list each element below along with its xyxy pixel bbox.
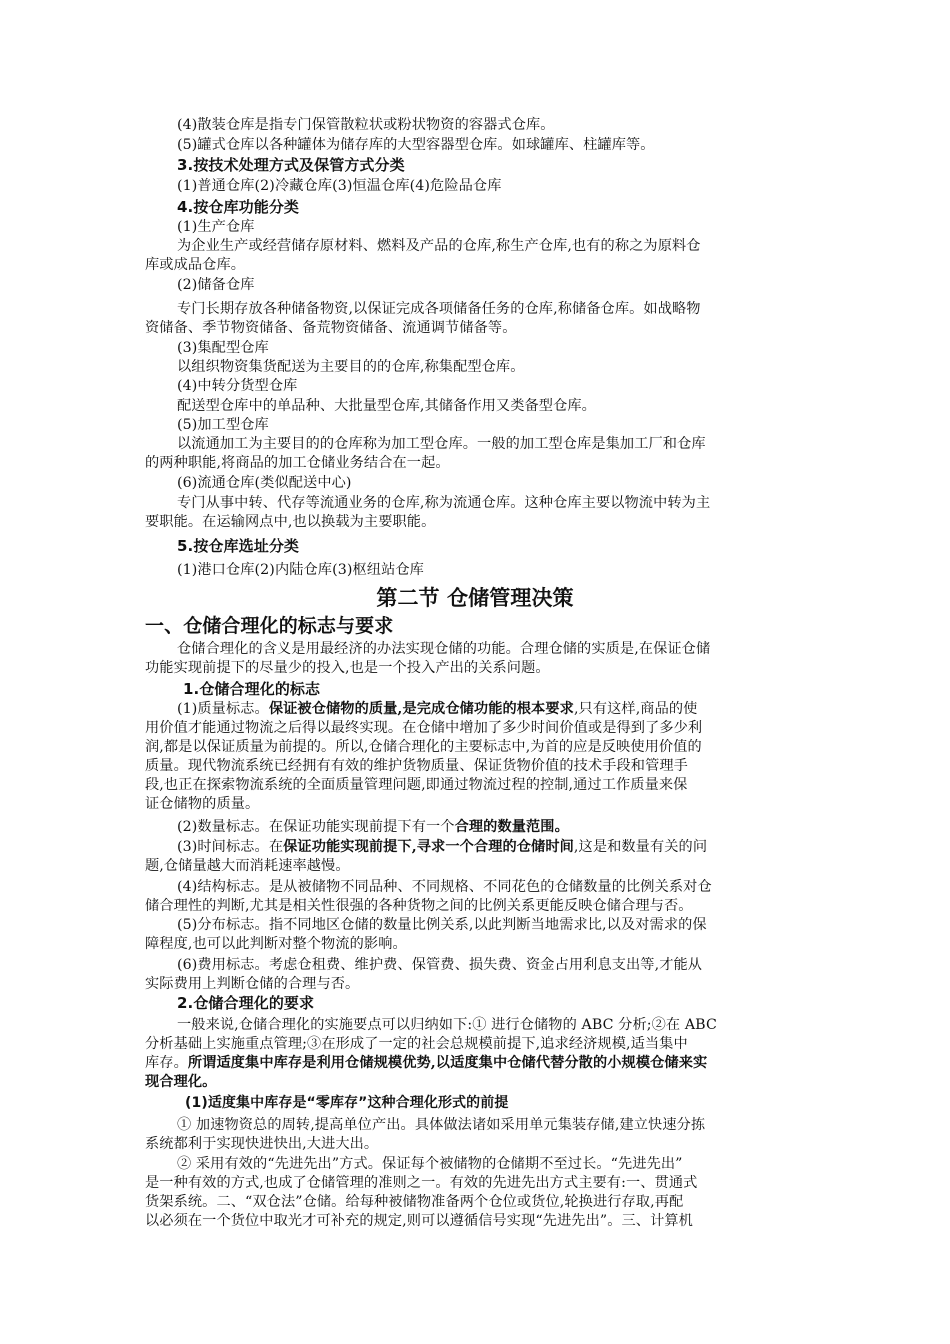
text-line: (5)分布标志。指不同地区仓储的数量比例关系,以此判断当地需求比,以及对需求的保 bbox=[177, 917, 707, 933]
subheading: 2.仓储合理化的要求 bbox=[177, 994, 315, 1012]
text-line: (5)加工型仓库 bbox=[177, 417, 269, 433]
text-line: 仓储合理化的含义是用最经济的办法实现仓储的功能。合理仓储的实质是,在保证仓储 bbox=[177, 641, 711, 657]
text-line: (1)质量标志。保证被仓储物的质量,是完成仓储功能的根本要求,只有这样,商品的使 bbox=[177, 701, 698, 717]
text-line: (6)费用标志。考虑仓租费、维护费、保管费、损失费、资金占用利息支出等,才能从 bbox=[177, 957, 703, 973]
text-line: (4)中转分货型仓库 bbox=[177, 378, 298, 394]
text-line: (2)数量标志。在保证功能实现前提下有一个合理的数量范围。 bbox=[177, 819, 569, 835]
text-line: (1)普通仓库(2)冷藏仓库(3)恒温仓库(4)危险品仓库 bbox=[177, 178, 502, 194]
text-line: (2)储备仓库 bbox=[177, 277, 255, 293]
text-line: 实际费用上判断仓储的合理与否。 bbox=[145, 976, 360, 992]
text-line: (1)港口仓库(2)内陆仓库(3)枢纽站仓库 bbox=[177, 562, 424, 578]
text-line: 以流通加工为主要目的的仓库称为加工型仓库。一般的加工型仓库是集加工厂和仓库 bbox=[177, 436, 706, 452]
subheading: 1.仓储合理化的标志 bbox=[183, 680, 321, 698]
text-line: 配送型仓库中的单品种、大批量型仓库,其储备作用又类备型仓库。 bbox=[177, 398, 596, 414]
text-line: 库存。所谓适度集中库存是利用仓储规模优势,以适度集中仓储代替分散的小规模仓储来实 bbox=[145, 1055, 708, 1071]
text-line: 功能实现前提下的尽量少的投入,也是一个投入产出的关系问题。 bbox=[145, 660, 550, 676]
text-line: (3)集配型仓库 bbox=[177, 340, 269, 356]
text-line: 现合理化。 bbox=[145, 1074, 217, 1090]
text-line: 以组织物资集货配送为主要目的的仓库,称集配型仓库。 bbox=[177, 359, 525, 375]
section-title: 第二节 仓储管理决策 bbox=[376, 586, 574, 610]
text-line: 为企业生产或经营储存原材料、燃料及产品的仓库,称生产仓库,也有的称之为原料仓 bbox=[177, 238, 701, 254]
text-line: 库或成品仓库。 bbox=[145, 257, 246, 273]
text-line: 系统都利于实现快进快出,大进大出。 bbox=[145, 1136, 379, 1152]
text-line: (4)结构标志。是从被储物不同品种、不同规格、不同花色的仓储数量的比例关系对仓 bbox=[177, 879, 712, 895]
text-line: (4)散装仓库是指专门保管散粒状或粉状物资的容器式仓库。 bbox=[177, 117, 555, 133]
text-line: 段,也正在探索物流系统的全面质量管理问题,即通过物流过程的控制,通过工作质量来保 bbox=[145, 777, 688, 793]
text-line: 一般来说,仓储合理化的实施要点可以归纳如下:① 进行仓储物的 ABC 分析;②在 ABC bbox=[177, 1017, 717, 1033]
text-line: 资储备、季节物资储备、备荒物资储备、流通调节储备等。 bbox=[145, 320, 517, 336]
text-line: ② 采用有效的“先进先出”方式。保证每个被储物的仓储期不至过长。“先进先出” bbox=[177, 1156, 683, 1172]
text-line: 证仓储物的质量。 bbox=[145, 796, 260, 812]
part-title: 一、仓储合理化的标志与要求 bbox=[145, 615, 394, 637]
text-line: 质量。现代物流系统已经拥有有效的维护货物质量、保证货物价值的技术手段和管理手 bbox=[145, 758, 688, 774]
text-line: 要职能。在运输网点中,也以换载为主要职能。 bbox=[145, 514, 436, 530]
text-line: (3)时间标志。在保证功能实现前提下,寻求一个合理的仓储时间,这是和数量有关的问 bbox=[177, 839, 708, 855]
text-line: 用价值才能通过物流之后得以最终实现。在仓储中增加了多少时间价值或是得到了多少利 bbox=[145, 720, 703, 736]
subheading: (1)适度集中库存是“零库存”这种合理化形式的前提 bbox=[185, 1095, 509, 1111]
text-line: (1)生产仓库 bbox=[177, 219, 255, 235]
text-line: 专门从事中转、代存等流通业务的仓库,称为流通仓库。这种仓库主要以物流中转为主 bbox=[177, 495, 711, 511]
text-line: 是一种有效的方式,也成了仓储管理的准则之一。有效的先进先出方式主要有:一、贯通式 bbox=[145, 1175, 698, 1191]
text-line: 的两种职能,将商品的加工仓储业务结合在一起。 bbox=[145, 455, 450, 471]
subheading: 4.按仓库功能分类 bbox=[177, 198, 300, 216]
text-line: 分析基础上实施重点管理;③在形成了一定的社会总规模前提下,追求经济规模,适当集中 bbox=[145, 1036, 688, 1052]
text-line: 货架系统。二、“双仓法”仓储。给每种被储物准备两个仓位或货位,轮换进行存取,再配 bbox=[145, 1194, 684, 1210]
text-line: 专门长期存放各种储备物资,以保证完成各项储备任务的仓库,称储备仓库。如战略物 bbox=[177, 301, 701, 317]
text-line: 以必须在一个货位中取光才可补充的规定,则可以遵循信号实现“先进先出”。三、计算机 bbox=[145, 1213, 693, 1229]
text-line: ① 加速物资总的周转,提高单位产出。具体做法诸如采用单元集装存储,建立快速分拣 bbox=[177, 1117, 706, 1133]
text-line: 储合理性的判断,尤其是相关性很强的各种货物之间的比例关系更能反映仓储合理与否。 bbox=[145, 898, 693, 914]
text-line: 润,都是以保证质量为前提的。所以,仓储合理化的主要标志中,为首的应是反映使用价值的 bbox=[145, 739, 702, 755]
text-line: 障程度,也可以此判断对整个物流的影响。 bbox=[145, 936, 407, 952]
text-line: (5)罐式仓库以各种罐体为储存库的大型容器型仓库。如球罐库、柱罐库等。 bbox=[177, 137, 655, 153]
text-line: 题,仓储量越大而消耗速率越慢。 bbox=[145, 858, 350, 874]
subheading: 5.按仓库选址分类 bbox=[177, 537, 300, 555]
subheading: 3.按技术处理方式及保管方式分类 bbox=[177, 156, 405, 174]
text-line: (6)流通仓库(类似配送中心) bbox=[177, 475, 352, 491]
